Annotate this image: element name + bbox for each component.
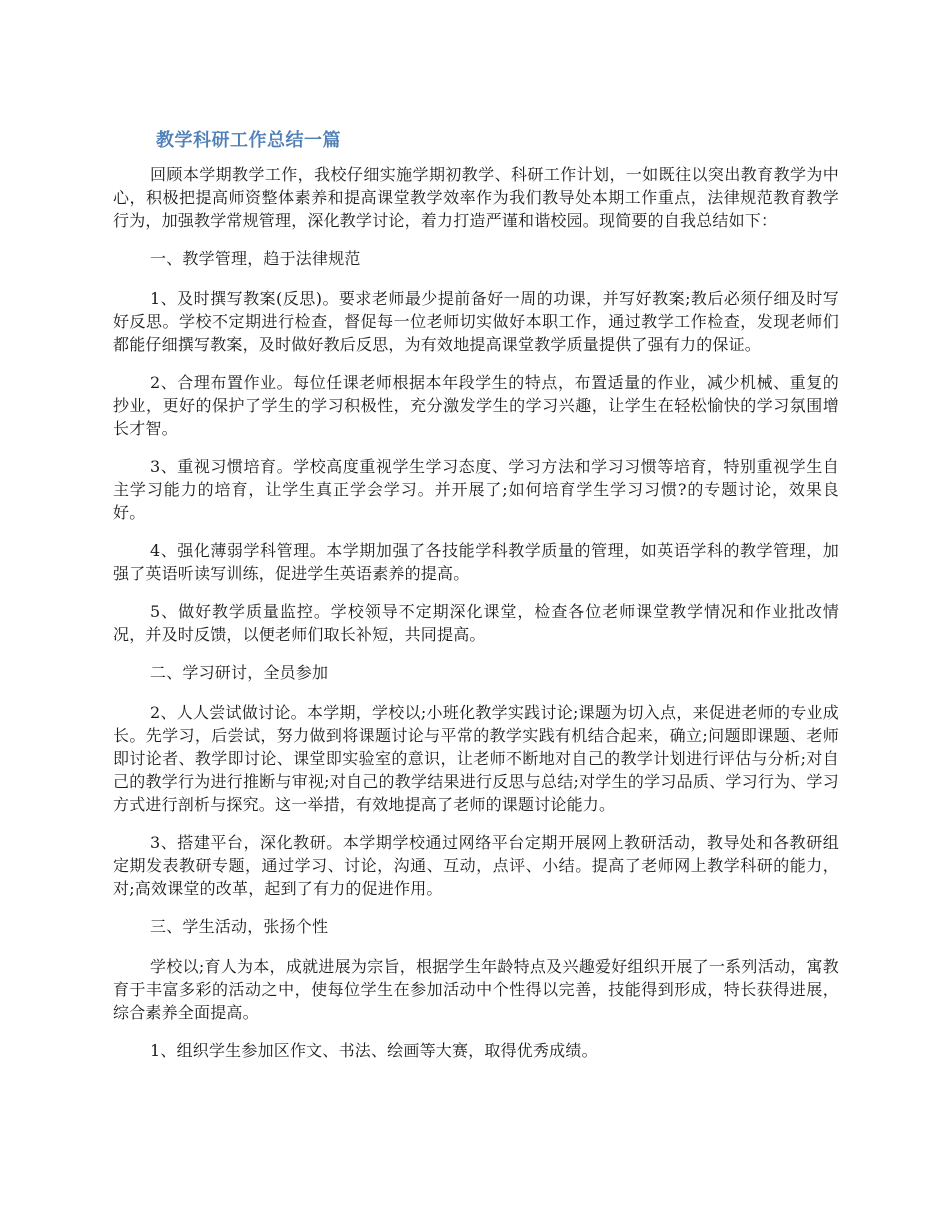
intro-paragraph: 回顾本学期教学工作，我校仔细实施学期初教学、科研工作计划，一如既往以突出教育教学为中心，积极把提高师资整体素养和提高课堂教学效率作为我们教导处本期工作重点，法律规范教育教学行为，加强教学常规管理，深化教学讨论，着力打造严谨和谐校园。现简要的自我总结如下： [113,165,839,230]
paragraph-lesson-plans: 1、及时撰写教案(反思)。要求老师最少提前备好一周的功课，并写好教案;教后必须仔细及时写好反思。学校不定期进行检查，督促每一位老师切实做好本职工作，通过教学工作检查，发现老师们都能仔细撰写教案，及时做好教后反思，为有效地提高课堂教学质量提供了强有力的保证。 [113,289,839,354]
paragraph-homework: 2、合理布置作业。每位任课老师根据本年段学生的特点，布置适量的作业，减少机械、重复的抄业，更好的保护了学生的学习积极性，充分激发学生的学习兴趣，让学生在轻松愉快的学习氛围增长才智。 [113,373,839,438]
paragraph-activities-intro: 学校以;育人为本，成就进展为宗旨，根据学生年龄特点及兴趣爱好组织开展了一系列活动，寓教育于丰富多彩的活动之中，使每位学生在参加活动中个性得以完善，技能得到形成，特长获得进展，综合素养全面提高。 [113,957,839,1022]
paragraph-quality-monitoring: 5、做好教学质量监控。学校领导不定期深化课堂，检查各位老师课堂教学情况和作业批改情况，并及时反馈，以便老师们取长补短，共同提高。 [113,602,839,644]
paragraph-study-habits: 3、重视习惯培育。学校高度重视学生学习态度、学习方法和学习习惯等培育，特别重视学生自主学习能力的培育，让学生真正学会学习。并开展了;如何培育学生学习习惯?的专题讨论，效果良好。 [113,457,839,522]
paragraph-competitions: 1、组织学生参加区作文、书法、绘画等大赛，取得优秀成绩。 [150,1041,598,1060]
section-heading-student-activities: 三、学生活动，张扬个性 [150,917,329,936]
paragraph-weak-subjects: 4、强化薄弱学科管理。本学期加强了各技能学科教学质量的管理，如英语学科的教学管理，加强了英语听读写训练，促进学生英语素养的提高。 [113,541,839,583]
section-heading-teaching-management: 一、教学管理，趋于法律规范 [150,249,361,268]
document-body [113,163,839,1077]
paragraph-build-platform: 3、搭建平台，深化教研。本学期学校通过网络平台定期开展网上教研活动，教导处和各教研组定期发表教研专题，通过学习、讨论，沟通、互动，点评、小结。提高了老师网上教学科研的能力，对;高效课堂的改革，起到了有力的促进作用。 [113,833,839,898]
section-heading-study-research: 二、学习研讨，全员参加 [150,663,329,682]
paragraph-everyone-research: 2、人人尝试做讨论。本学期，学校以;小班化教学实践讨论;课题为切入点，来促进老师的专业成长。先学习，后尝试，努力做到将课题讨论与平常的教学实践有机结合起来，确立;问题即课题、老师即讨论者、教学即讨论、课堂即实验室的意识，让老师不断地对自己的教学计划进行评估与分析;对自己的教学行为进行推断与审视;对自己的教学结果进行反思与总结;对学生的学习品质、学习行为、学习方式进行剖析与探究。这一举措，有效地提高了老师的课题讨论能力。 [113,703,839,814]
document-title: 教学科研工作总结一篇 [156,130,341,151]
